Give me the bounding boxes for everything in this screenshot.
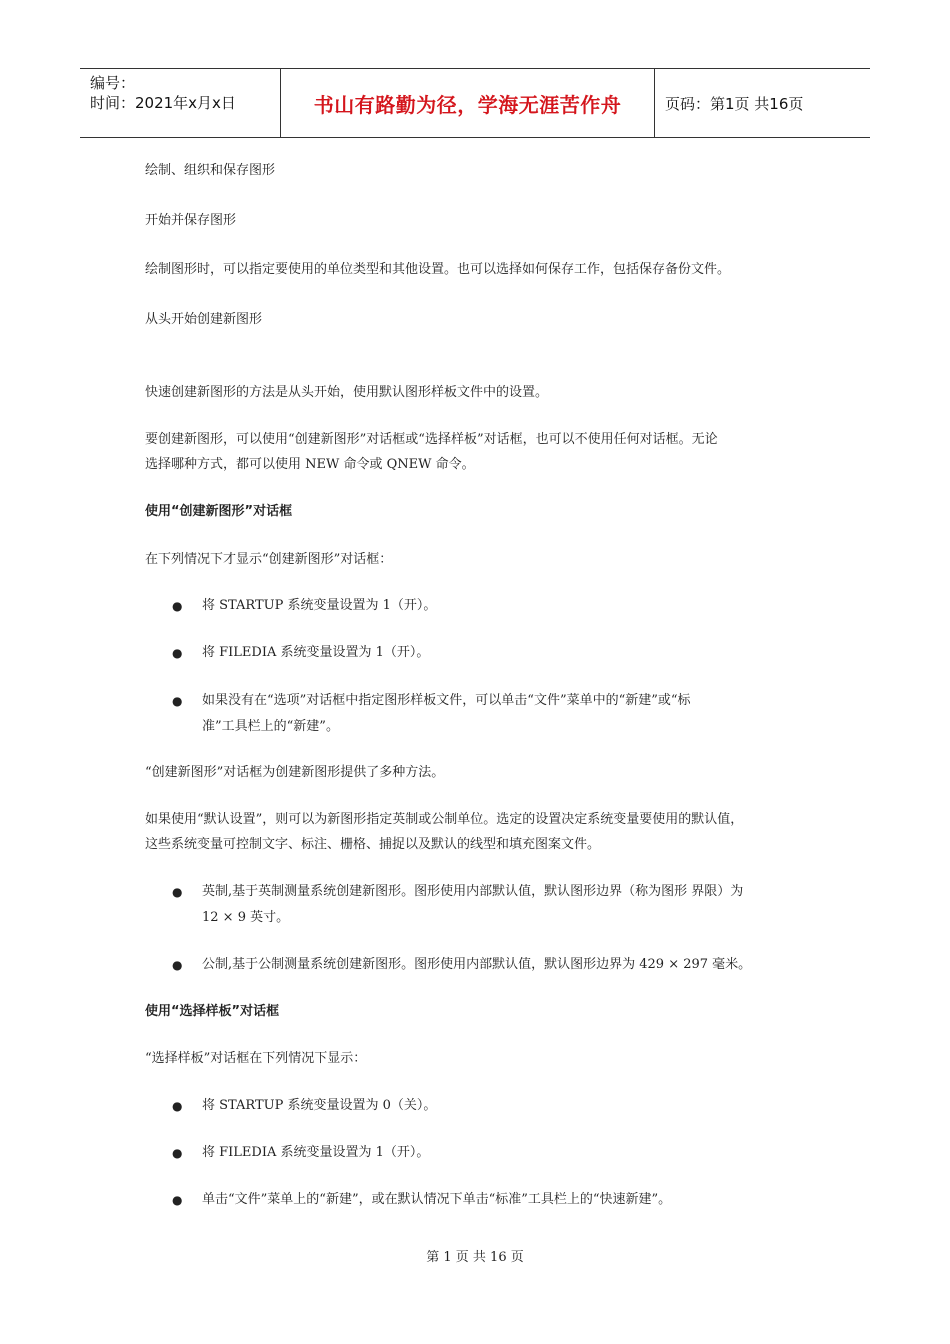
paragraph: 如果使用“默认设置”，则可以为新图形指定英制或公制单位。选定的设置决定系统变量要使用的默认值， — [145, 812, 744, 827]
paragraph: 绘制图形时，可以指定要使用的单位类型和其他设置。也可以选择如何保存工作，包括保存备份文件。 — [145, 262, 731, 277]
heading-create-new-drawing: 使用“创建新图形”对话框 — [145, 504, 293, 519]
paragraph: “创建新图形”对话框为创建新图形提供了多种方法。 — [145, 765, 445, 780]
bullet-icon: ● — [172, 694, 183, 708]
list-item: ● 单击“文件”菜单上的“新建”，或在默认情况下单击“标准”工具栏上的“快速新建”。 — [145, 1187, 815, 1213]
list-item: ● 将 STARTUP 系统变量设置为 0（关）。 — [145, 1093, 815, 1119]
header-page-info: 页码：第1页 共16页 — [665, 94, 804, 113]
paragraph: “选择样板”对话框在下列情况下显示： — [145, 1051, 367, 1066]
header-meta — [80, 69, 281, 137]
bullet-icon: ● — [172, 1099, 183, 1113]
bullet-icon: ● — [172, 599, 183, 613]
list-item: ● 将 FILEDIA 系统变量设置为 1（开）。 — [145, 1140, 815, 1166]
list-item: ● 如果没有在“选项”对话框中指定图形样板文件，可以单击“文件”菜单中的“新建”或“标 准”工具栏上的“新建”。 — [145, 688, 815, 740]
list-item: ● 将 STARTUP 系统变量设置为 1（开）。 — [145, 593, 815, 619]
subsection-title: 从头开始创建新图形 — [145, 312, 263, 327]
list-item: ● 公制,基于公制测量系统创建新图形。图形使用内部默认值，默认图形边界为 429 × 297 毫米。 — [145, 952, 815, 978]
paragraph-continued: 选择哪种方式，都可以使用 NEW 命令或 QNEW 命令。 — [145, 457, 475, 472]
paragraph: 要创建新图形，可以使用“创建新图形”对话框或“选择样板”对话框，也可以不使用任何对话框。无论 — [145, 432, 718, 447]
list-item: ● 将 FILEDIA 系统变量设置为 1（开）。 — [145, 640, 815, 666]
subsection-title: 开始并保存图形 — [145, 213, 237, 228]
section-title: 绘制、组织和保存图形 — [145, 163, 276, 178]
paragraph: 快速创建新图形的方法是从头开始，使用默认图形样板文件中的设置。 — [145, 385, 549, 400]
paragraph-continued: 这些系统变量可控制文字、标注、栅格、捕捉以及默认的线型和填充图案文件。 — [145, 837, 601, 852]
doc-number-label: 编号： — [90, 74, 136, 92]
bullet-icon: ● — [172, 1193, 183, 1207]
heading-select-template: 使用“选择样板”对话框 — [145, 1004, 280, 1019]
paragraph: 在下列情况下才显示“创建新图形”对话框： — [145, 552, 393, 567]
bullet-icon: ● — [172, 885, 183, 899]
page-header — [80, 68, 870, 138]
doc-date: 时间：2021年x月x日 — [90, 94, 236, 112]
bullet-icon: ● — [172, 958, 183, 972]
list-item: ● 英制,基于英制测量系统创建新图形。图形使用内部默认值，默认图形边界（称为图形 界限）为 12 × 9 英寸。 — [145, 879, 815, 931]
header-motto: 书山有路勤为径，学海无涯苦作舟 — [281, 69, 655, 137]
page-footer: 第 1 页 共 16 页 — [426, 1250, 524, 1265]
bullet-icon: ● — [172, 646, 183, 660]
bullet-icon: ● — [172, 1146, 183, 1160]
